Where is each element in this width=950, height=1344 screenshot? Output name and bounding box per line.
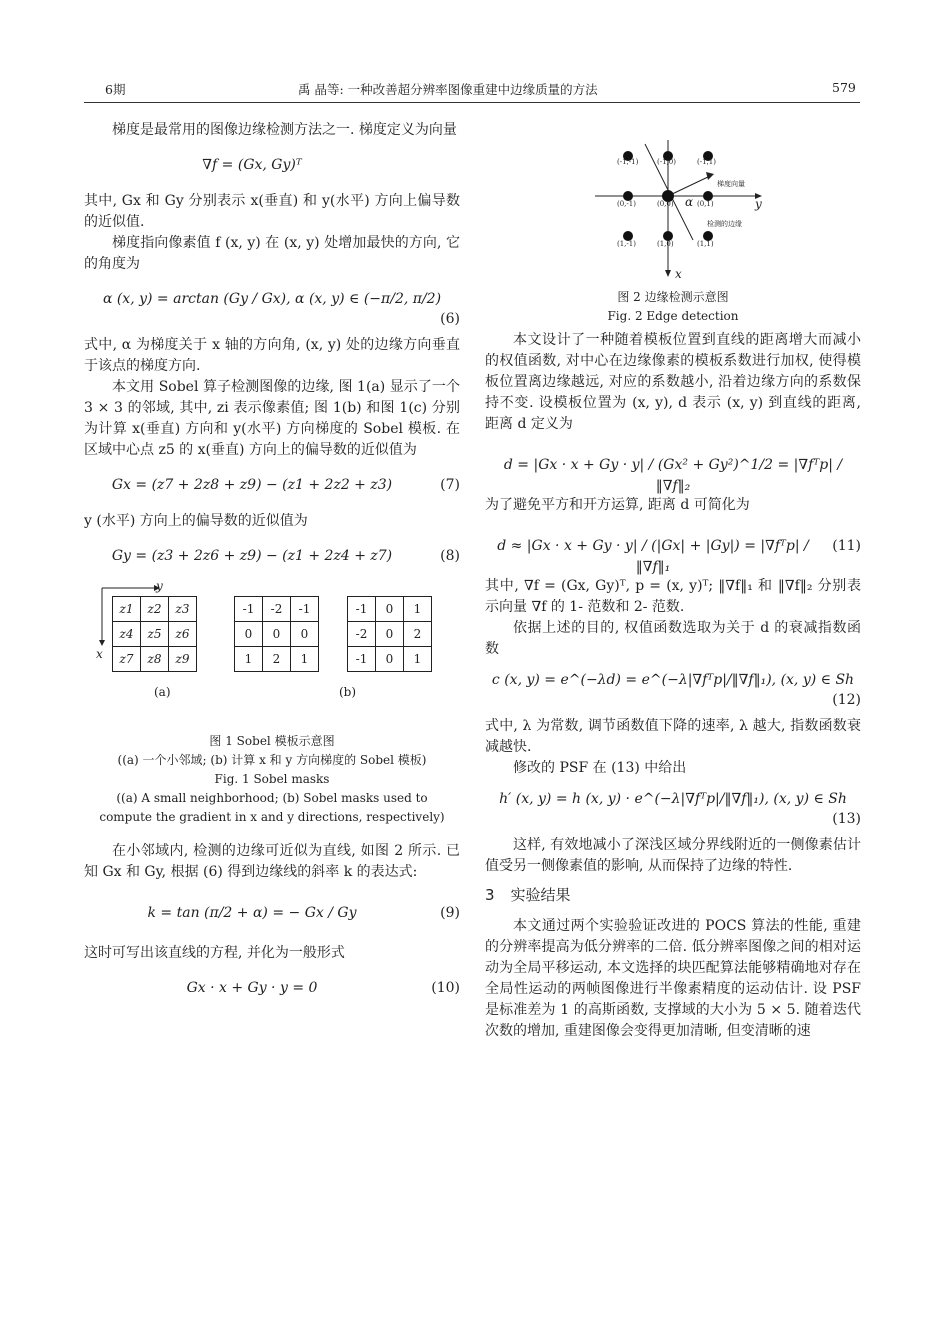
alpha-label: α (685, 195, 694, 209)
cell: -2 (263, 597, 291, 622)
cell: -1 (348, 647, 376, 672)
running-title: 禹 晶等: 一种改善超分辨率图像重建中边缘质量的方法 (298, 82, 598, 97)
gradient-vector-label: 梯度向量 (717, 180, 745, 188)
point-label: (1,0) (657, 240, 674, 248)
equation-12: c (x, y) = e^(−λd) = e^(−λ|∇fᵀp|/‖∇f‖₁), (x, y) ∈ Sh (12) (491, 672, 861, 708)
figure-1-caption-en-sub: ((a) A small neighborhood; (b) Sobel masks used to (116, 791, 428, 805)
cell: 0 (376, 647, 404, 672)
axis-label-y: y (755, 197, 762, 211)
paragraph: 其中, ∇f = (Gx, Gy)ᵀ, p = (x, y)ᵀ; ‖∇f‖₁ 和 ‖∇f‖₂ 分别表示向量 ∇f 的 1- 范数和 2- 范数. (485, 578, 861, 615)
equation-11: d ≈ |Gx · x + Gy · y| / (|Gx| + |Gy|) = |∇fᵀp| / ‖∇f‖₁ (11) (497, 538, 861, 575)
figure-2-caption-cn: 图 2 边缘检测示意图 (617, 290, 729, 304)
equation-10: Gx · x + Gy · y = 0 (10) (186, 980, 460, 996)
cell: 1 (235, 647, 263, 672)
sobel-mask-x (234, 596, 319, 672)
cell: -1 (235, 597, 263, 622)
axis-label-x: x (675, 267, 682, 281)
issue-number: 6期 (105, 82, 126, 97)
right-column (485, 120, 861, 1042)
equation-gradient: ∇f = (Gx, Gy)ᵀ (202, 157, 302, 173)
neighborhood-grid (112, 596, 197, 672)
equation-9: k = tan (π/2 + α) = − Gx / Gy (9) (147, 905, 460, 921)
header-rule (84, 102, 860, 103)
axis-label-x: x (96, 647, 103, 661)
equation-13: h′ (x, y) = h (x, y) · e^(−λ|∇fᵀp|/‖∇f‖₁), (x, y) ∈ Sh (13) (499, 791, 861, 827)
paragraph: 式中, λ 为常数, 调节函数值下降的速率, λ 越大, 指数函数衰减越快. (485, 718, 861, 755)
paragraph: 梯度是最常用的图像边缘检测方法之一. 梯度定义为向量 (112, 122, 457, 138)
cell: 2 (404, 622, 432, 647)
cell: z4 (113, 622, 141, 647)
equation-d: d = |Gx · x + Gy · y| / (Gx² + Gy²)^1/2 = |∇fᵀp| / ‖∇f‖₂ (503, 457, 843, 494)
paragraph: 为了避免平方和开方运算, 距离 d 可简化为 (485, 497, 750, 513)
section-number: 3 (485, 886, 495, 904)
section-title: 实验结果 (510, 886, 571, 904)
point-label: (-1,1) (697, 158, 716, 166)
cell: 0 (263, 622, 291, 647)
paragraph: 这样, 有效地减小了深浅区域分界线附近的一侧像素估计值受另一侧像素值的影响, 从而保持了边缘的特性. (485, 837, 861, 874)
cell: 0 (376, 622, 404, 647)
equation-7: Gx = (z7 + 2z8 + z9) − (z1 + 2z2 + z3) (7) (111, 477, 460, 493)
cell: -1 (348, 597, 376, 622)
point-label: (0,-1) (617, 200, 636, 208)
paragraph: 本文用 Sobel 算子检测图像的边缘, 图 1(a) 显示了一个 3 × 3 的邻域, 其中, zi 表示像素值; 图 1(b) 和图 1(c) 分别为计算 x(垂直) 方向和 y(水平) 方向梯度的 Sobel 模板. 在区域中心点 z5 的 x(垂直) 方向上的偏导数的近似值为 (84, 379, 460, 458)
cell: 1 (404, 647, 432, 672)
page-number: 579 (832, 80, 856, 95)
cell: -1 (291, 597, 319, 622)
figure-1-caption-cn: 图 1 Sobel 模板示意图 (209, 734, 335, 748)
paragraph: 本文通过两个实验验证改进的 POCS 算法的性能, 重建的分辨率提高为低分辨率的二倍. 低分辨率图像之间的相对运动为全局平移运动, 本文选择的块匹配算法能够精确地对存在全局性运动的两帧图像进行半像素精度的运动估计. 设 PSF 是标准差为 1 的高斯函数, 支撑域的大小为 5 × 5. 随着迭代次数的增加, 重建图像会变得更加清晰, 但变清晰的速 (485, 918, 861, 1039)
cell: z1 (113, 597, 141, 622)
paragraph: y (水平) 方向上的偏导数的近似值为 (84, 513, 308, 529)
point-label: (1,1) (697, 240, 714, 248)
cell: 0 (376, 597, 404, 622)
cell: z9 (169, 647, 197, 672)
cell: z2 (141, 597, 169, 622)
subfig-label-a: (a) (154, 685, 171, 699)
cell: z8 (141, 647, 169, 672)
sobel-mask-y (347, 596, 432, 672)
cell: 1 (291, 647, 319, 672)
section-heading (485, 885, 861, 906)
figure-1 (84, 579, 460, 732)
figure-1-caption-en: Fig. 1 Sobel masks (214, 772, 330, 786)
subfig-label-b: (b) (339, 685, 357, 699)
figure-2 (485, 120, 861, 288)
point-label: (1,-1) (617, 240, 636, 248)
point-label: (-1,-1) (617, 158, 639, 166)
point-label: (-1,0) (657, 158, 676, 166)
detected-edge-label: 检测的边缘 (707, 220, 742, 228)
paragraph: 依据上述的目的, 权值函数选取为关于 d 的衰减指数函数 (485, 620, 861, 657)
figure-2-caption-en: Fig. 2 Edge detection (607, 309, 739, 323)
paragraph: 本文设计了一种随着模板位置到直线的距离增大而减小的权值函数, 对中心在边缘像素的模板系数进行加权, 使得模板位置离边缘越远, 对应的系数越小, 沿着边缘方向的系数保持不变. 设模板位置为 (x, y), d 表示 (x, y) 到直线的距离, 距离 d 定义为 (485, 332, 861, 432)
cell: z7 (113, 647, 141, 672)
paragraph: 式中, α 为梯度关于 x 轴的方向角, (x, y) 处的边缘方向垂直于该点的梯度方向. (84, 337, 460, 374)
point-label: (0,1) (697, 200, 714, 208)
paragraph: 梯度指向像素值 f (x, y) 在 (x, y) 处增加最快的方向, 它的角度为 (84, 235, 460, 272)
figure-1-caption-en-sub2: compute the gradient in x and y directions, respectively) (99, 810, 445, 824)
cell: 1 (404, 597, 432, 622)
point-label: (0,0) (657, 200, 674, 208)
cell: 0 (291, 622, 319, 647)
equation-8: Gy = (z3 + 2z6 + z9) − (z1 + 2z4 + z7) (8) (111, 548, 460, 564)
paragraph: 修改的 PSF 在 (13) 中给出 (513, 760, 687, 776)
cell: 0 (235, 622, 263, 647)
left-column (84, 120, 460, 1014)
figure-1-caption-cn-sub: ((a) 一个小邻域; (b) 计算 x 和 y 方向梯度的 Sobel 模板) (117, 753, 427, 767)
cell: z3 (169, 597, 197, 622)
cell: 2 (263, 647, 291, 672)
cell: z5 (141, 622, 169, 647)
equation-6: α (x, y) = arctan (Gy / Gx), α (x, y) ∈ (−π/2, π/2) (6) (102, 291, 460, 327)
paragraph: 其中, Gx 和 Gy 分别表示 x(垂直) 和 y(水平) 方向上偏导数的近似值. (84, 193, 460, 230)
cell: z6 (169, 622, 197, 647)
cell: -2 (348, 622, 376, 647)
axis-label-y: y (156, 579, 163, 593)
paragraph: 这时可写出该直线的方程, 并化为一般形式 (84, 945, 345, 961)
paragraph: 在小邻域内, 检测的边缘可近似为直线, 如图 2 所示. 已知 Gx 和 Gy, 根据 (6) 得到边缘线的斜率 k 的表达式: (84, 843, 460, 880)
